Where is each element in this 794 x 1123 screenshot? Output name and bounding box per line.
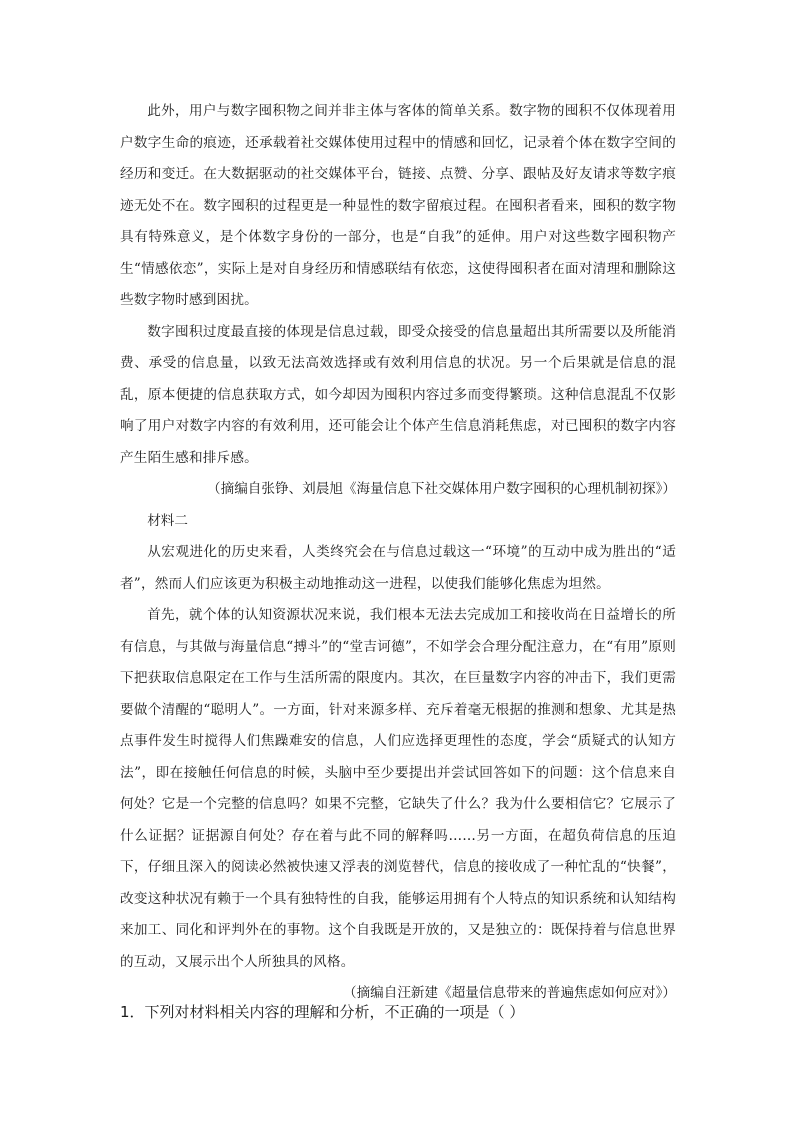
paragraph-1: 此外，用户与数字囤积物之间并非主体与客体的简单关系。数字物的囤积不仅体现着用户数字生命的痕迹，还承载着社交媒体使用过程中的情感和回忆，记录着个体在数字空间的经历和变迁。在大数据驱动的社交媒体平台，链接、点赞、分享、跟帖及好友请求等数字痕迹无处不在。数字囤积的过程更是一种显性的数字留痕过程。在囤积者看来，囤积的数字物具有特殊意义，是个体数字身份的一部分，也是“自我”的延伸。用户对这些数字囤积物产生“情感依恋”，实际上是对自身经历和情感联结有依恋，这使得囤积者在面对清理和删除这些数字物时感到困扰。	[120, 103, 676, 308]
paragraph-4: 首先，就个体的认知资源状况来说，我们根本无法去完成加工和接收尚在日益增长的所有信息，与其做与海量信息“搏斗”的“堂吉诃德”，不如学会合理分配注意力，在“有用”原则下把获取信息限定在工作与生活所需的限度内。其次，在巨量数字内容的冲击下，我们更需要做个清醒的“聪明人”。一方面，针对来源多样、充斥着毫无根据的推测和想象、尤其是热点事件发生时搅得人们焦躁难安的信息，人们应选择更理性的态度，学会“质疑式的认知方法”，即在接触任何信息的时候，头脑中至少要提出并尝试回答如下的问题：这个信息来自何处？它是一个完整的信息吗？如果不完整，它缺失了什么？我为什么要相信它？它展示了什么证据？证据源自何处？存在着与此不同的解释吗……另一方面，在超负荷信息的压迫下，仔细且深入的阅读必然被快速又浮表的浏览替代，信息的接收成了一种忙乱的“快餐”，改变这种状况有赖于一个具有独特性的自我，能够运用拥有个人特点的知识系统和认知结构来加工、同化和评判外在的事物。这个自我既是开放的，又是独立的：既保持着与信息世界的互动，又展示出个人所独具的风格。	[120, 607, 676, 970]
paragraph-2: 数字囤积过度最直接的体现是信息过载，即受众接受的信息量超出其所需要以及所能消费、承受的信息量，以致无法高效选择或有效利用信息的状况。另一个后果就是信息的混乱，原本便捷的信息获取方式，如今却因为囤积内容过多而变得繁琐。这种信息混乱不仅影响了用户对数字内容的有效利用，还可能会让个体产生信息消耗焦虑，对已囤积的数字内容产生陌生感和排斥感。	[120, 323, 676, 466]
document-body	[120, 96, 676, 1010]
source-citation-1: （摘编自张铮、刘晨旭《海量信息下社交媒体用户数字囤积的心理机制初探》）	[207, 481, 676, 497]
paragraph-3: 从宏观进化的历史来看，人类终究会在与信息过载这一“环境”的互动中成为胜出的“适者”，然而人们应该更为积极主动地推动这一进程，以使我们能够化焦虑为坦然。	[120, 544, 676, 592]
source-citation-2: （摘编自汪新建《超量信息带来的普遍焦虑如何应对》）	[342, 985, 676, 1001]
material-2-heading: 材料二	[147, 512, 188, 529]
question-1: 1．下列对材料相关内容的理解和分析，不正确的一项是（ ）	[120, 1003, 525, 1021]
